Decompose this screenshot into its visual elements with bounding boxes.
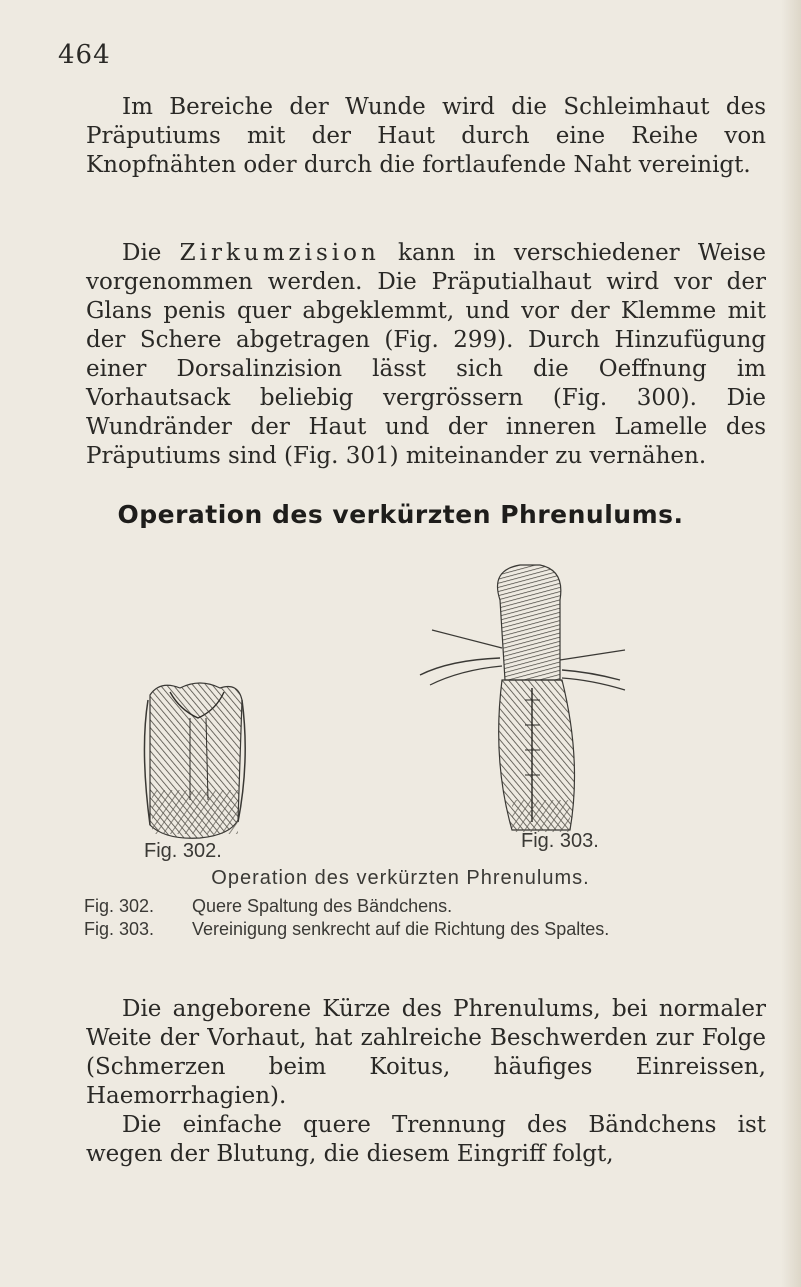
paragraph-wound-suture	[86, 93, 766, 180]
page-number: 464	[58, 40, 111, 70]
paragraph-text: kann in verschiedener Weise vorgenommen werden. Die Präputialhaut wird vor der Glans penis quer abgeklemmt, und vor der Klemme mit der Schere abgetragen (Fig. 299). Durch Hinzufügung einer Dorsalinzision lässt sich die Oeffnung im Vorhautsack beliebig vergrössern (Fig. 300). Die Wundränder der Haut und der inneren Lamelle des Präputiums sind (Fig. 301) miteinander zu vernähen.	[86, 240, 767, 469]
paragraph-text: Im Bereiche der Wunde wird die Schleimhaut des Präputiums mit der Haut durch eine Reihe von Knopfnähten oder durch die fortlaufende Naht vereinigt.	[86, 94, 766, 178]
fig302-drawing	[144, 683, 245, 838]
figure-caption-title: Operation des verkürzten Phrenulums.	[211, 867, 590, 889]
figure-illustrations	[120, 560, 740, 840]
fig303-drawing	[420, 565, 625, 832]
fig303-label: Fig. 303.	[521, 830, 599, 852]
caption-line	[84, 918, 784, 941]
paragraph-circumcision	[86, 239, 766, 471]
fig302-label: Fig. 302.	[144, 840, 222, 862]
caption-text: Vereinigung senkrecht auf die Richtung des Spaltes.	[192, 919, 610, 939]
caption-text: Quere Spaltung des Bändchens.	[192, 896, 453, 916]
paragraph-phrenulum	[86, 995, 766, 1169]
term-zirkumzision: Zirkumzision	[179, 240, 380, 266]
page-edge-shadow	[781, 0, 801, 1287]
caption-line	[84, 895, 784, 918]
caption-fig-number: Fig. 303.	[84, 919, 155, 939]
figure-svg	[120, 560, 740, 840]
paragraph-lead: Die	[122, 240, 162, 266]
paragraph-text: Die angeborene Kürze des Phrenulums, bei normaler Weite der Vorhaut, hat zahlreiche Beschwerden zur Folge (Schmerzen beim Koitus, häufiges Einreissen, Haemorrhagien).	[86, 996, 766, 1109]
section-heading: Operation des verkürzten Phrenulums.	[117, 500, 684, 529]
paragraph-text: Die einfache quere Trennung des Bändchens ist wegen der Blutung, die diesem Eingriff folgt,	[86, 1112, 766, 1167]
figure-caption-list	[84, 895, 784, 941]
caption-fig-number: Fig. 302.	[84, 896, 155, 916]
